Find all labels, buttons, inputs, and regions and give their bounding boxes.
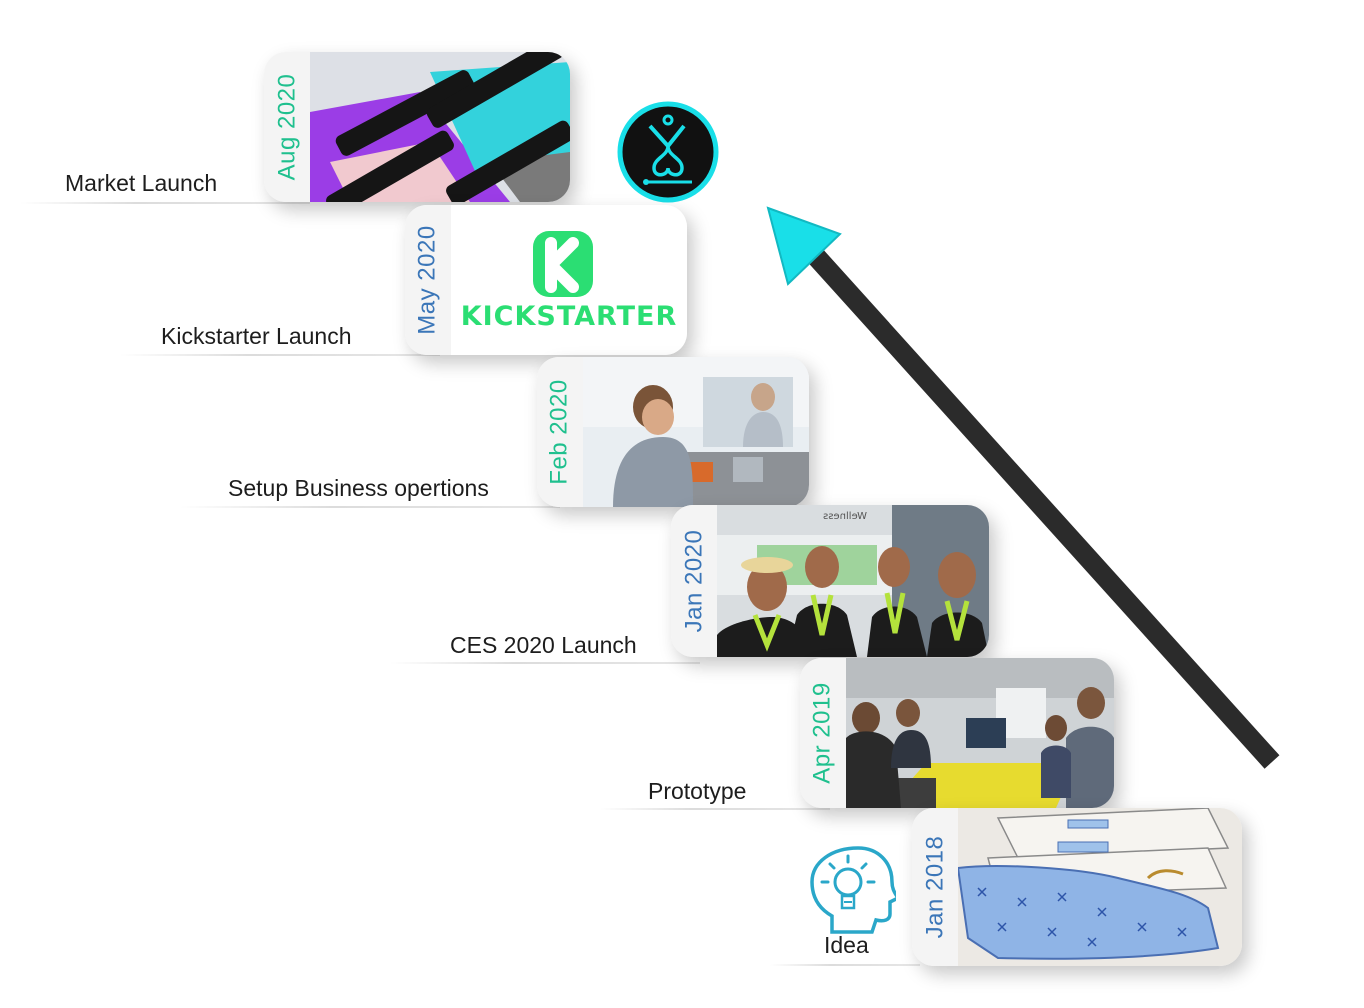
rule-business [180,506,560,508]
photo-idea-sketch [958,808,1242,966]
date-label: Feb 2020 [546,379,574,485]
milestone-label-business: Setup Business opertions [228,475,489,501]
date-strip [537,357,583,507]
date-label: Jan 2018 [921,835,949,939]
photo-workshop [583,357,809,507]
kickstarter-wordmark: KICKSTARTER [460,301,678,332]
date-strip [405,205,451,355]
rule-ces [390,662,700,664]
kickstarter-logo [451,205,687,355]
milestone-label-idea: Idea [824,932,869,958]
milestone-card-kickstarter [405,205,687,355]
milestone-card-ces [671,505,989,657]
milestone-label-ces: CES 2020 Launch [450,632,637,658]
kickstarter-k-icon [451,205,687,355]
booth-sign-text: Wellness [823,511,867,522]
milestone-card-prototype [800,658,1114,808]
lightbulb-head-icon [806,842,896,934]
yogi-fi-logo-icon [616,100,720,204]
rule-idea [770,964,920,966]
milestone-card-idea [912,808,1242,966]
rule-prototype [600,808,830,810]
rule-market [20,202,310,204]
date-strip [912,808,958,966]
date-label: May 2020 [414,225,441,335]
date-strip [264,52,310,202]
milestone-card-business [537,357,809,507]
milestone-label-kickstarter: Kickstarter Launch [161,323,352,349]
date-strip [800,658,846,808]
photo-prototype-lab [846,658,1114,808]
milestone-card-market [264,52,570,202]
date-label: Aug 2020 [273,73,301,181]
photo-yoga-mats [310,52,570,202]
date-label: Apr 2019 [809,682,836,784]
date-strip [671,505,717,657]
date-label: Jan 2020 [680,529,708,633]
milestone-label-prototype: Prototype [648,778,747,804]
rule-kickstarter [120,354,440,356]
milestone-label-market: Market Launch [65,170,218,196]
photo-ces-team [717,505,989,657]
